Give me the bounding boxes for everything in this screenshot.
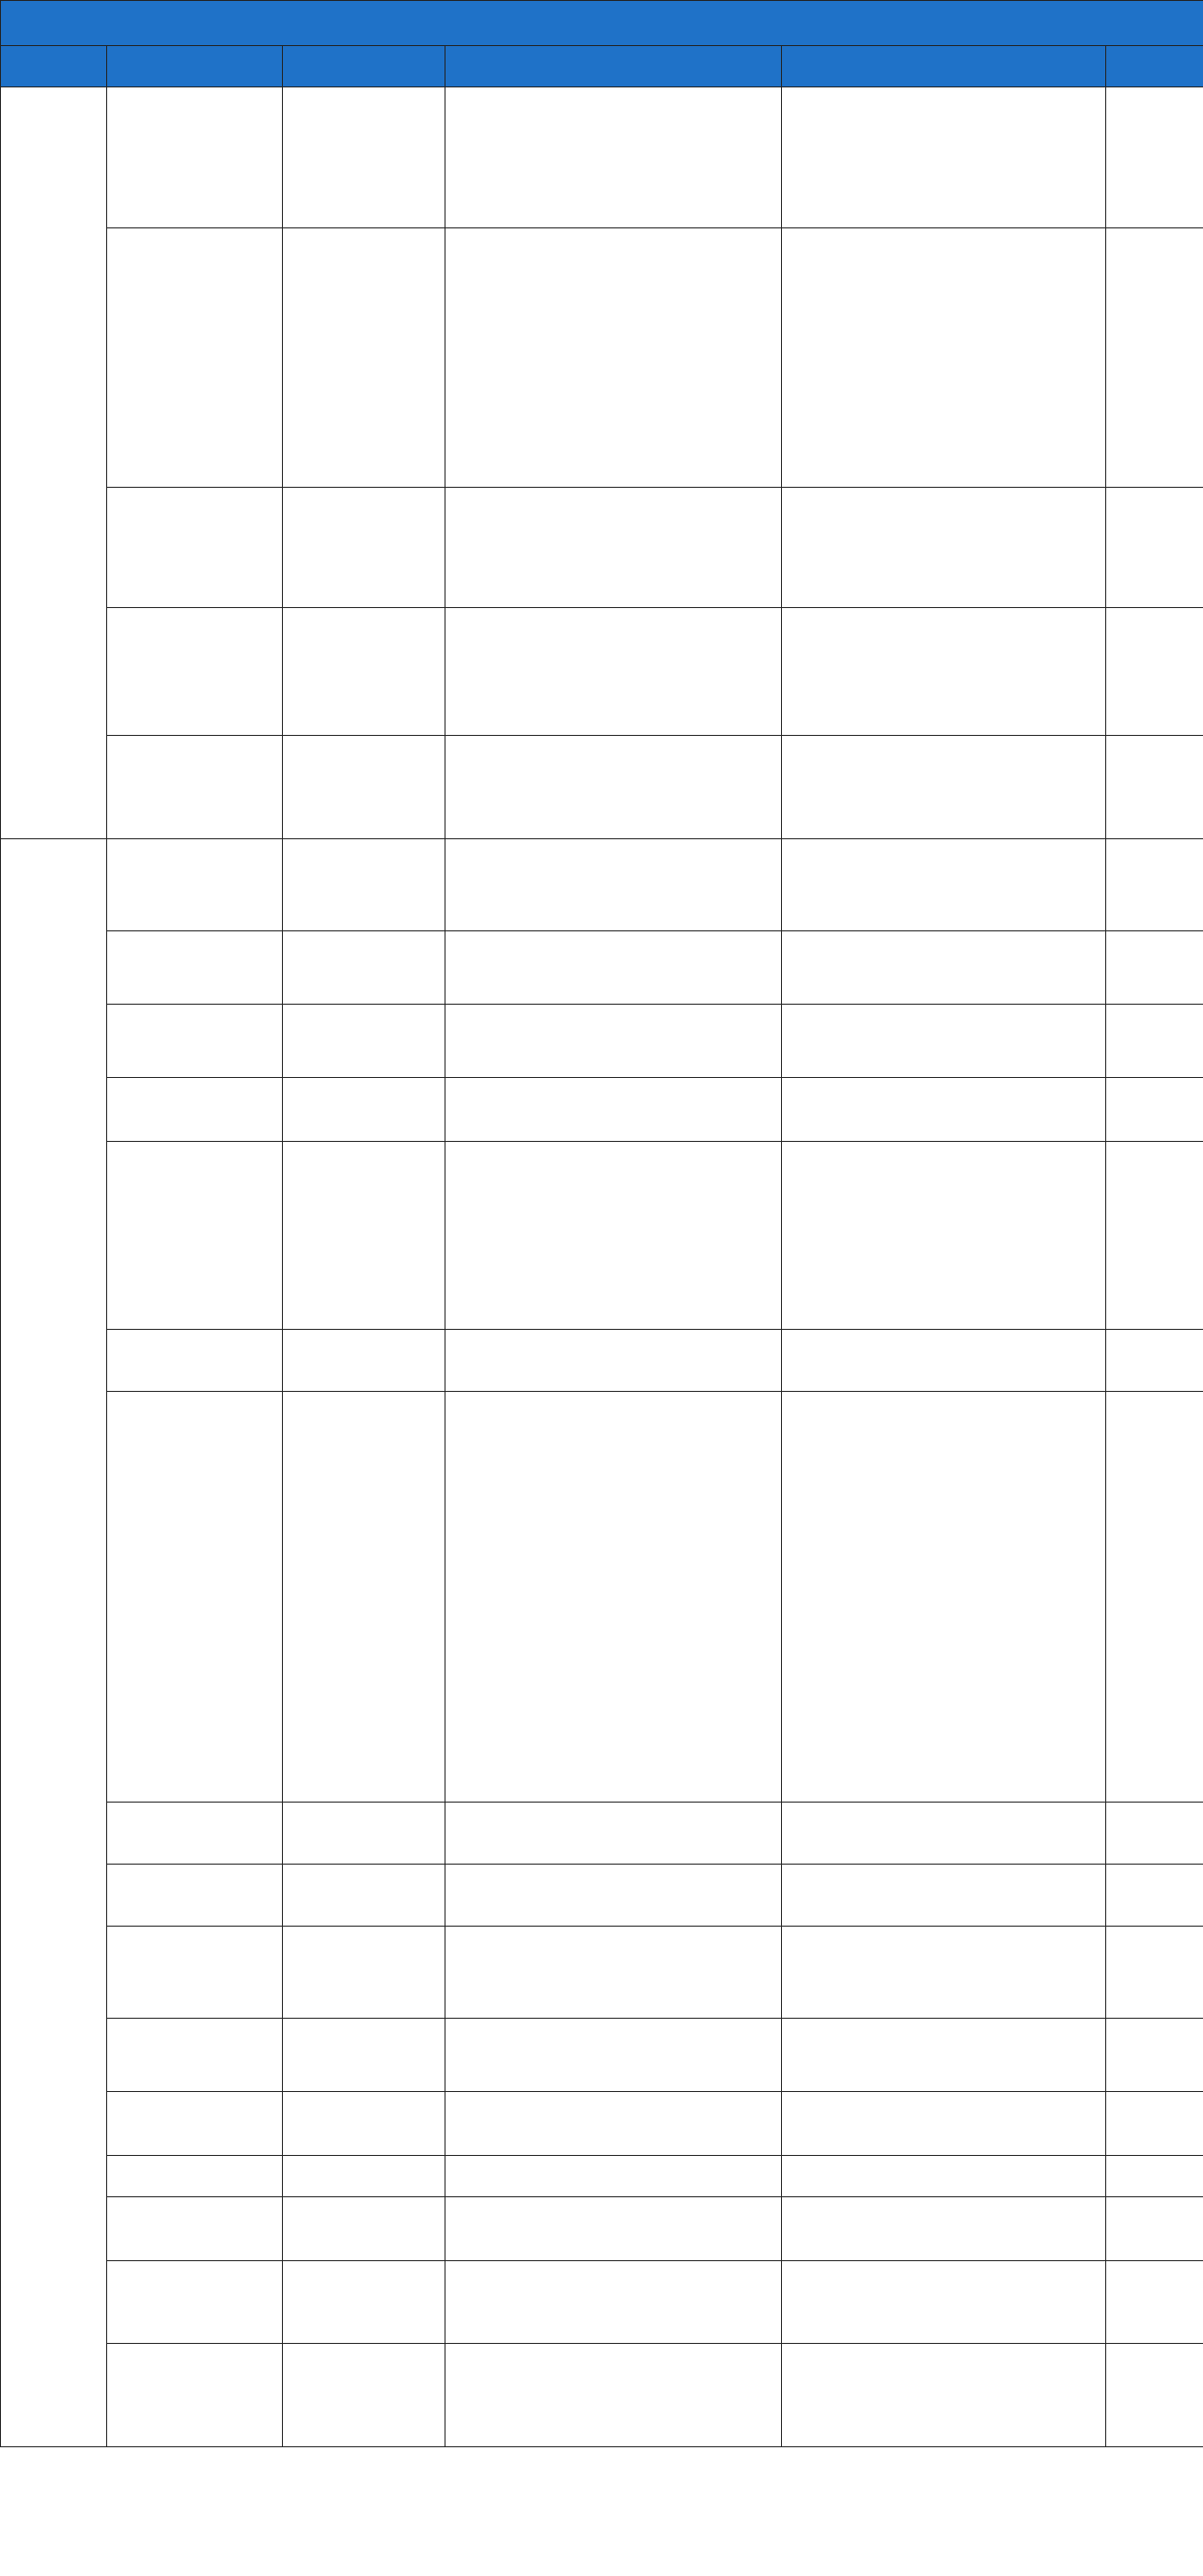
total-score-cell <box>1106 2197 1203 2261</box>
table-row <box>1 2197 1203 2261</box>
header-type <box>1 46 107 87</box>
header-books <box>445 46 782 87</box>
school-name-cell <box>107 1865 283 1927</box>
exam-subjects-cell <box>283 2019 445 2092</box>
major-mapping-cell <box>782 2261 1106 2344</box>
school-name-cell <box>107 87 283 228</box>
table-row <box>1 228 1203 488</box>
major-mapping-cell <box>782 2344 1106 2447</box>
total-score-cell <box>1106 2156 1203 2197</box>
reference-books-cell <box>445 2156 782 2197</box>
total-score-cell <box>1106 1005 1203 1078</box>
total-score-cell <box>1106 1927 1203 2019</box>
major-mapping-cell <box>782 488 1106 608</box>
reference-books-cell <box>445 228 782 488</box>
exam-subjects-cell <box>283 87 445 228</box>
header-subjects <box>283 46 445 87</box>
reference-books-cell <box>445 87 782 228</box>
reference-books-cell <box>445 1803 782 1865</box>
school-name-cell <box>107 2197 283 2261</box>
exam-subjects-cell <box>283 1078 445 1142</box>
table-row <box>1 1927 1203 2019</box>
reference-books-cell <box>445 1078 782 1142</box>
school-name-cell <box>107 1927 283 2019</box>
total-score-cell <box>1106 2092 1203 2156</box>
total-score-cell <box>1106 2261 1203 2344</box>
table-row <box>1 1005 1203 1078</box>
major-mapping-cell <box>782 1865 1106 1927</box>
school-name-cell <box>107 839 283 931</box>
major-mapping-cell <box>782 931 1106 1005</box>
reference-books-cell <box>445 488 782 608</box>
total-score-cell <box>1106 2344 1203 2447</box>
major-mapping-cell <box>782 1927 1106 2019</box>
exam-subjects-cell <box>283 839 445 931</box>
exam-subjects-cell <box>283 1330 445 1392</box>
school-name-cell <box>107 2092 283 2156</box>
table-row <box>1 1865 1203 1927</box>
total-score-cell <box>1106 1330 1203 1392</box>
major-mapping-cell <box>782 1078 1106 1142</box>
total-score-cell <box>1106 839 1203 931</box>
school-name-cell <box>107 2156 283 2197</box>
school-name-cell <box>107 228 283 488</box>
exam-subjects-cell <box>283 1927 445 2019</box>
major-mapping-cell <box>782 1803 1106 1865</box>
total-score-cell <box>1106 1392 1203 1803</box>
major-mapping-cell <box>782 2197 1106 2261</box>
school-name-cell <box>107 2261 283 2344</box>
major-mapping-cell <box>782 1330 1106 1392</box>
reference-books-cell <box>445 608 782 736</box>
school-name-cell <box>107 1005 283 1078</box>
header-row <box>1 46 1203 87</box>
reference-books-cell <box>445 2092 782 2156</box>
table-row <box>1 2156 1203 2197</box>
reference-books-cell <box>445 1142 782 1330</box>
major-mapping-cell <box>782 736 1106 839</box>
table-row <box>1 1078 1203 1142</box>
table-row <box>1 1392 1203 1803</box>
exam-subjects-cell <box>283 1005 445 1078</box>
table-row <box>1 2344 1203 2447</box>
table-row <box>1 931 1203 1005</box>
school-name-cell <box>107 488 283 608</box>
table-row <box>1 2019 1203 2092</box>
reference-books-cell <box>445 931 782 1005</box>
reference-books-cell <box>445 2344 782 2447</box>
exam-subjects-cell <box>283 488 445 608</box>
exam-subjects-cell <box>283 931 445 1005</box>
header-majors <box>782 46 1106 87</box>
exam-subjects-cell <box>283 608 445 736</box>
total-score-cell <box>1106 1803 1203 1865</box>
major-mapping-cell <box>782 2019 1106 2092</box>
school-name-cell <box>107 1330 283 1392</box>
exam-subjects-cell <box>283 2261 445 2344</box>
reference-books-cell <box>445 2261 782 2344</box>
exam-subjects-cell <box>283 1803 445 1865</box>
table-row <box>1 488 1203 608</box>
major-mapping-cell <box>782 2156 1106 2197</box>
total-score-cell <box>1106 736 1203 839</box>
school-name-cell <box>107 736 283 839</box>
header-total <box>1106 46 1203 87</box>
exam-subjects-cell <box>283 2197 445 2261</box>
exam-subjects-cell <box>283 1142 445 1330</box>
school-name-cell <box>107 1142 283 1330</box>
reference-books-cell <box>445 1392 782 1803</box>
reference-books-cell <box>445 1927 782 2019</box>
total-score-cell <box>1106 1078 1203 1142</box>
total-score-cell <box>1106 488 1203 608</box>
exam-subjects-cell <box>283 736 445 839</box>
school-name-cell <box>107 608 283 736</box>
major-mapping-cell <box>782 1392 1106 1803</box>
school-name-cell <box>107 931 283 1005</box>
exam-subjects-cell <box>283 2156 445 2197</box>
reference-books-cell <box>445 1865 782 1927</box>
school-name-cell <box>107 1392 283 1803</box>
school-name-cell <box>107 2019 283 2092</box>
school-name-cell <box>107 1078 283 1142</box>
school-name-cell <box>107 2344 283 2447</box>
exam-subjects-cell <box>283 2344 445 2447</box>
total-score-cell <box>1106 1142 1203 1330</box>
reference-books-cell <box>445 2197 782 2261</box>
table-body <box>1 87 1203 2447</box>
total-score-cell <box>1106 87 1203 228</box>
exam-subjects-cell <box>283 228 445 488</box>
table-row <box>1 87 1203 228</box>
table-row <box>1 2261 1203 2344</box>
major-mapping-cell <box>782 839 1106 931</box>
table-row <box>1 1142 1203 1330</box>
major-mapping-cell <box>782 228 1106 488</box>
table-title <box>1 1 1203 46</box>
total-score-cell <box>1106 608 1203 736</box>
reference-books-cell <box>445 2019 782 2092</box>
school-name-cell <box>107 1803 283 1865</box>
reference-books-cell <box>445 839 782 931</box>
table-row <box>1 1803 1203 1865</box>
exam-subjects-cell <box>283 1865 445 1927</box>
total-score-cell <box>1106 931 1203 1005</box>
table-row <box>1 839 1203 931</box>
table-row <box>1 736 1203 839</box>
major-mapping-cell <box>782 87 1106 228</box>
total-score-cell <box>1106 228 1203 488</box>
table-row <box>1 2092 1203 2156</box>
major-mapping-cell <box>782 2092 1106 2156</box>
total-score-cell <box>1106 2019 1203 2092</box>
exam-subjects-cell <box>283 1392 445 1803</box>
school-type-cell <box>1 87 107 839</box>
table-row <box>1 1330 1203 1392</box>
total-score-cell <box>1106 1865 1203 1927</box>
major-mapping-cell <box>782 1142 1106 1330</box>
reference-books-cell <box>445 1330 782 1392</box>
header-school <box>107 46 283 87</box>
school-type-cell <box>1 839 107 2447</box>
reference-books-cell <box>445 1005 782 1078</box>
major-mapping-cell <box>782 608 1106 736</box>
major-mapping-cell <box>782 1005 1106 1078</box>
reference-books-cell <box>445 736 782 839</box>
table-row <box>1 608 1203 736</box>
exam-subjects-cell <box>283 2092 445 2156</box>
